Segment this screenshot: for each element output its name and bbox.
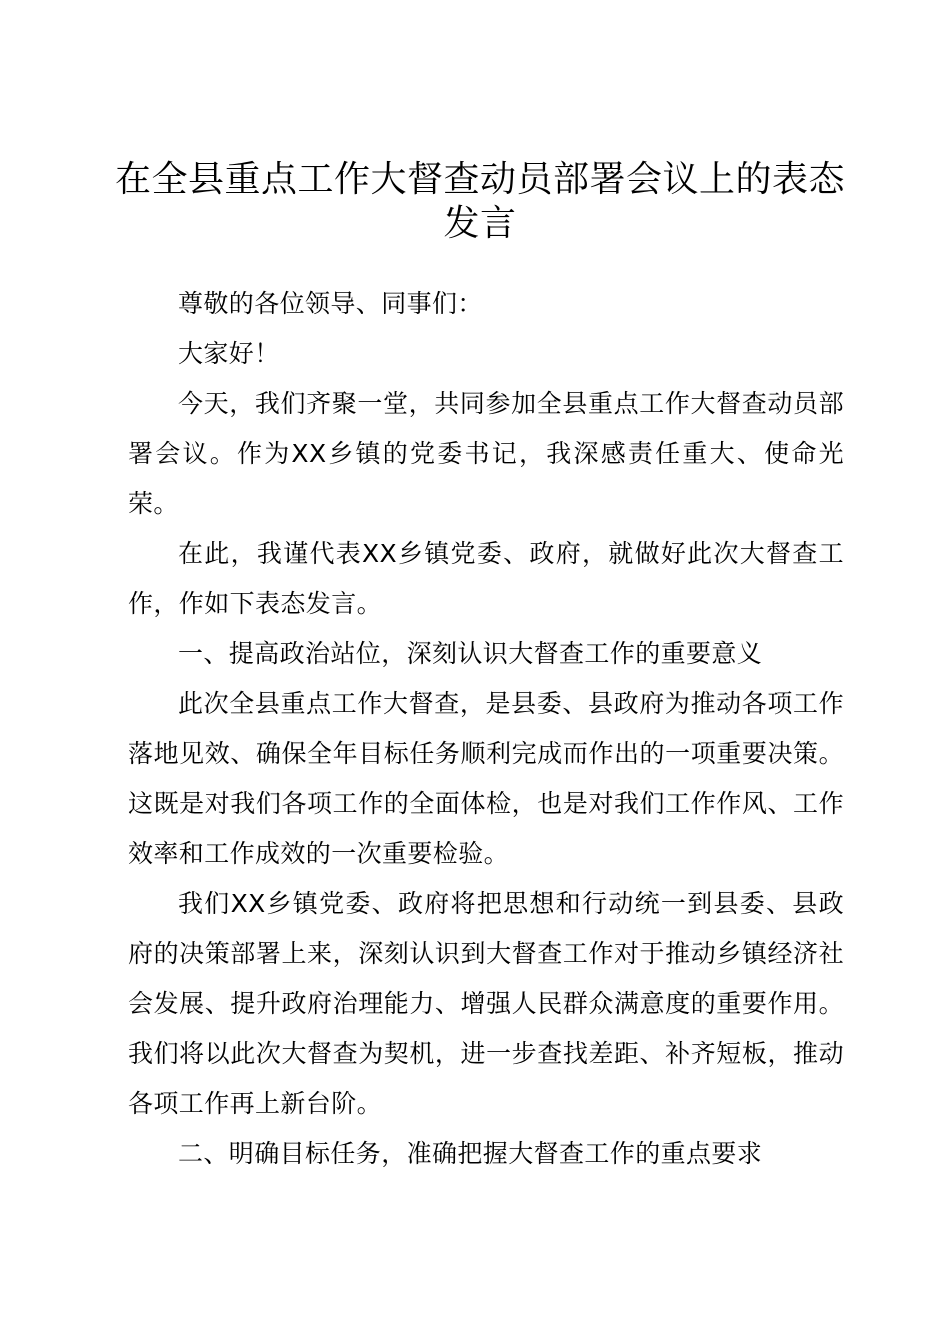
- paragraph-statement-intro: 在此，我谨代表XX乡镇党委、政府，就做好此次大督查工作，作如下表态发言。: [128, 539, 844, 618]
- paragraph-section-1b: 我们XX乡镇党委、政府将把思想和行动统一到县委、县政府的决策部署上来，深刻认识到大督查工作对于推动乡镇经济社会发展、提升政府治理能力、增强人民群众满意度的重要作用。我们将以此次大督查为契机，进一步查找差距、补齐短板，推动各项工作再上新台阶。: [128, 889, 844, 1118]
- document-title: 在全县重点工作大督查动员部署会议上的表态发言: [114, 159, 845, 244]
- greeting: 大家好！: [178, 339, 280, 368]
- salutation: 尊敬的各位领导、同事们：: [178, 289, 483, 318]
- paragraph-opening: 今天，我们齐聚一堂，共同参加全县重点工作大督查动员部署会议。作为XX乡镇的党委书记，我深感责任重大、使命光荣。: [128, 389, 844, 518]
- section-heading-1: 一、提高政治站位，深刻认识大督查工作的重要意义: [178, 639, 763, 668]
- paragraph-section-1a: 此次全县重点工作大督查，是县委、县政府为推动各项工作落地见效、确保全年目标任务顺利完成而作出的一项重要决策。这既是对我们各项工作的全面体检，也是对我们工作作风、工作效率和工作成效的一次重要检验。: [128, 689, 844, 868]
- section-heading-2: 二、明确目标任务，准确把握大督查工作的重点要求: [178, 1139, 763, 1168]
